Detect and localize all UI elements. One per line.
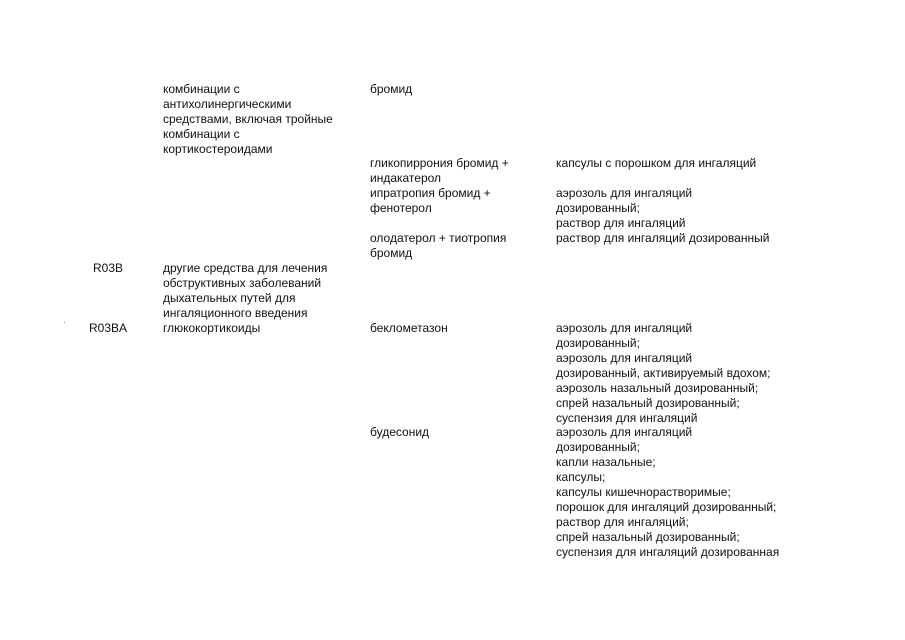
drug-name [370,82,412,97]
group-line: комбинации с [163,127,240,141]
drug-name-line: будесонид [370,425,430,439]
drug-name-line: ипратропия бромид + [370,186,491,200]
drug-name-line: олодатерол + тиотропия [370,231,507,245]
group-line: ингаляционного введения [163,306,308,320]
dosage-forms [556,231,769,246]
dosage-form-line: раствор для ингаляций дозированный [556,231,770,245]
atc-code [89,321,127,336]
drug-name-line: беклометазон [370,321,448,335]
group-description [163,82,333,157]
dosage-form-line: дозированный; [556,201,640,215]
dosage-form-line: спрей назальный дозированный; [556,396,740,410]
dosage-form-line: раствор для ингаляций [556,216,686,230]
scan-dot [64,322,65,323]
dosage-form-line: суспензия для ингаляций дозированная [556,545,780,559]
drug-name-line: бромид [370,82,413,96]
group-description [163,261,327,321]
dosage-form-line: капсулы с порошком для ингаляций [556,156,757,170]
dosage-forms [556,425,779,560]
dosage-form-line: аэрозоль для ингаляций [556,321,693,335]
group-line: средствами, включая тройные [163,112,333,126]
atc-code [93,261,123,276]
dosage-form-line: спрей назальный дозированный; [556,530,740,544]
drug-name-line: фенотерол [370,201,432,215]
drug-name [370,231,506,261]
group-description [163,321,260,336]
dosage-forms [556,186,692,231]
dosage-form-line: раствор для ингаляций; [556,515,689,529]
drug-name-line: гликопиррония бромид + [370,156,509,170]
dosage-form-line: аэрозоль для ингаляций [556,186,693,200]
group-line: другие средства для лечения [163,261,328,275]
dosage-form-line: капсулы; [556,470,606,484]
drug-name [370,321,448,336]
dosage-form-line: дозированный, активируемый вдохом; [556,366,771,380]
group-line: кортикостероидами [163,142,273,156]
dosage-form-line: суспензия для ингаляций [556,411,698,425]
drug-name [370,186,491,216]
drug-name-line: бромид [370,246,413,260]
atc-code-text: R03B [93,261,124,275]
dosage-form-line: дозированный; [556,440,640,454]
group-line: антихолинергическими [163,97,292,111]
drug-name [370,425,429,440]
dosage-form-line: капсулы кишечнорастворимые; [556,485,731,499]
drug-name-line: индакатерол [370,171,442,185]
dosage-form-line: порошок для ингаляций дозированный; [556,500,777,514]
dosage-form-line: дозированный; [556,336,640,350]
dosage-form-line: капли назальные; [556,455,656,469]
group-line: дыхательных путей для [163,291,296,305]
dosage-forms [556,156,756,171]
dosage-form-line: аэрозоль для ингаляций [556,351,693,365]
group-line: обструктивных заболеваний [163,276,322,290]
group-line: комбинации с [163,82,240,96]
drug-name [370,156,509,186]
dosage-form-line: аэрозоль для ингаляций [556,425,693,439]
dosage-form-line: аэрозоль назальный дозированный; [556,381,759,395]
group-line: глюкокортикоиды [163,321,261,335]
atc-code-text: R03BA [89,321,128,335]
dosage-forms [556,321,771,426]
